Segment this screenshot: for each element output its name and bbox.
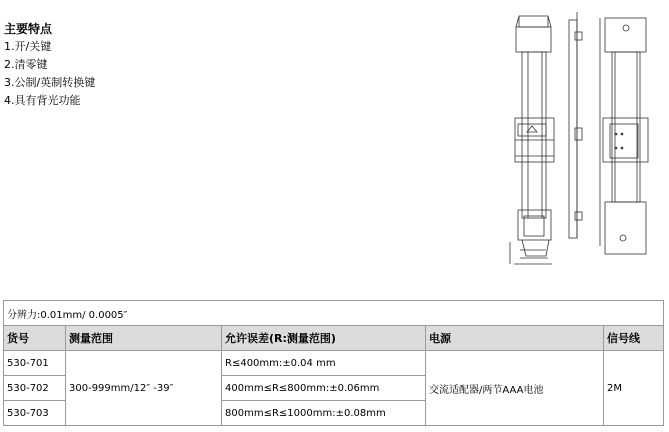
feature-item: 2.清零键 bbox=[4, 58, 48, 71]
features-title: 主要特点 bbox=[4, 22, 53, 36]
resolution-cell: 分辨力:0.01mm/ 0.0005″ bbox=[4, 301, 664, 326]
tolerance-cell: 800mm≤R≤1000mm:±0.08mm bbox=[222, 401, 426, 426]
model-cell: 530-701 bbox=[4, 351, 66, 376]
tolerance-cell: R≤400mm:±0.04 mm bbox=[222, 351, 426, 376]
header-signal: 信号线 bbox=[604, 326, 664, 351]
features-section bbox=[4, 20, 95, 110]
feature-item: 3.公制/英制转换键 bbox=[4, 76, 96, 89]
feature-item: 4.具有背光功能 bbox=[4, 94, 81, 107]
feature-item: 1.开/关键 bbox=[4, 40, 52, 53]
signal-cell: 2M bbox=[604, 351, 664, 426]
header-tolerance: 允许误差(R:测量范围) bbox=[222, 326, 426, 351]
power-cell: 交流适配器/两节AAA电池 bbox=[426, 351, 604, 426]
tolerance-cell: 400mm≤R≤800mm:±0.06mm bbox=[222, 376, 426, 401]
model-cell: 530-703 bbox=[4, 401, 66, 426]
range-cell: 300-999mm/12″ -39″ bbox=[66, 351, 222, 426]
header-power: 电源 bbox=[426, 326, 604, 351]
header-range: 测量范围 bbox=[66, 326, 222, 351]
table-row bbox=[4, 351, 664, 376]
model-cell: 530-702 bbox=[4, 376, 66, 401]
spec-table bbox=[3, 300, 664, 426]
caliper-technical-drawing bbox=[498, 6, 654, 268]
header-model: 货号 bbox=[4, 326, 66, 351]
